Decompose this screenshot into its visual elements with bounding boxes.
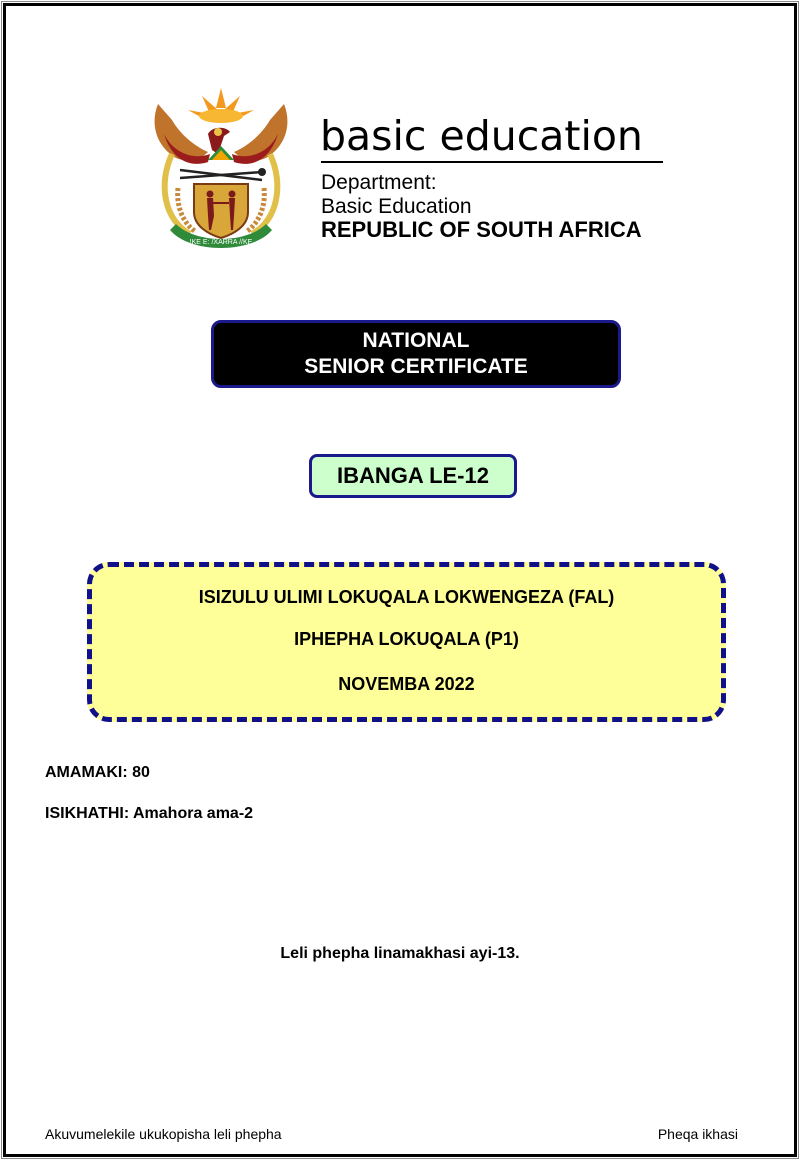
time-info: [45, 805, 253, 823]
time-label: ISIKHATHI:: [45, 805, 130, 822]
subject-panel: [87, 562, 726, 722]
time-value: Amahora ama-2: [133, 805, 254, 822]
grade-badge: [309, 454, 517, 498]
department-label: Department:: [321, 171, 437, 194]
grade-label: IBANGA LE-12: [337, 463, 489, 488]
marks-info: [45, 764, 150, 782]
motto-text: !KE E: /XARRA //KE: [189, 239, 253, 246]
copyright-notice: Akuvumelekile ukukopisha leli phepha: [45, 1126, 282, 1142]
marks-value: 80: [132, 764, 150, 781]
certificate-banner: [211, 320, 621, 388]
paper-number: IPHEPHA LOKUQALA (P1): [294, 629, 519, 649]
country-name: REPUBLIC OF SOUTH AFRICA: [321, 217, 642, 242]
marks-label: AMAMAKI:: [45, 764, 128, 781]
subject-title: ISIZULU ULIMI LOKUQALA LOKWENGEZA (FAL): [198, 587, 615, 607]
brand-title: basic education: [320, 112, 643, 160]
page-count-note: Leli phepha linamakhasi ayi-13.: [280, 945, 520, 962]
coat-of-arms-icon: [150, 84, 292, 256]
exam-session: NOVEMBA 2022: [338, 674, 475, 694]
certificate-line-2: SENIOR CERTIFICATE: [304, 355, 528, 378]
turn-page-note: Pheqa ikhasi: [657, 1126, 738, 1142]
brand-divider: [321, 161, 663, 163]
department-name: Basic Education: [321, 195, 472, 218]
certificate-line-1: NATIONAL: [362, 329, 470, 352]
